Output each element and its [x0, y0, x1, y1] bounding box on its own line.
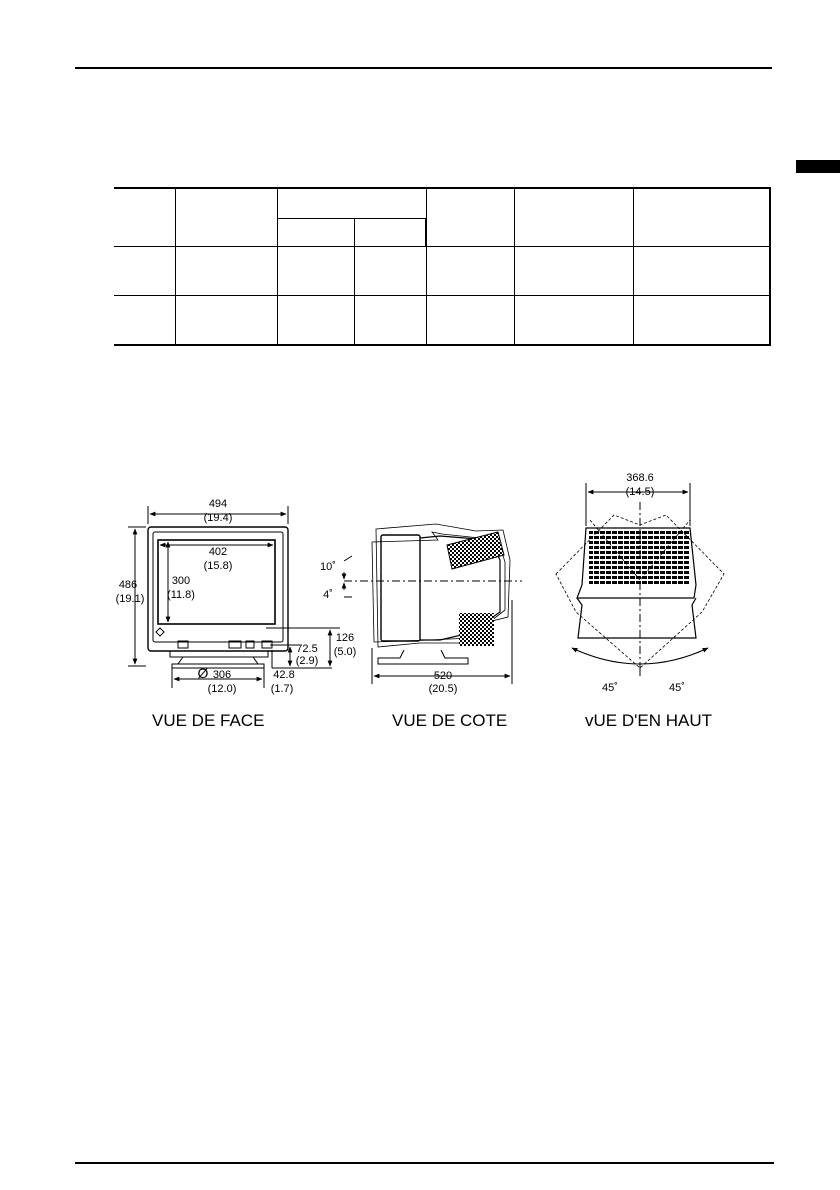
top-width-label: 368.6 [626, 472, 654, 484]
monitor-stand-neck [178, 657, 258, 664]
bottom-1-label: 72.5 [296, 643, 318, 655]
top-view-drawing [556, 483, 724, 676]
screen-width-label: 402 [208, 546, 228, 558]
depth-label: 520 [433, 670, 453, 682]
front-width-label: 494 [208, 498, 228, 510]
top-width-inch-label: (14.5) [625, 486, 655, 498]
base-diameter-inch-label: (12.0) [207, 683, 237, 695]
bottom-1-inch-label: (2.9) [295, 655, 319, 667]
swivel-left-label: 45˚ [602, 682, 618, 694]
front-width-inch-label: (19.4) [203, 512, 233, 524]
base-diameter-label: 306 [212, 669, 232, 681]
screen-height-inch-label: (11.8) [167, 589, 195, 601]
front-view-caption: VUE DE FACE [152, 711, 265, 730]
base-height-label: 42.8 [273, 669, 295, 681]
side-view-drawing [344, 524, 522, 684]
tilt-up-label: 10˚ [320, 561, 336, 573]
monitor-foot [170, 651, 268, 657]
screen-width-inch-label: (15.8) [203, 560, 233, 572]
footer-rule [75, 1162, 774, 1164]
front-height-label: 486 [118, 579, 138, 591]
tilt-down-label: 4˚ [323, 589, 333, 601]
top-bezel [577, 598, 696, 638]
monitor-base [172, 664, 264, 668]
bottom-2-inch-label: (5.0) [333, 646, 357, 658]
diameter-symbol: Ø [197, 665, 209, 681]
depth-inch-label: (20.5) [428, 683, 458, 695]
side-view-caption: VUE DE COTE [392, 711, 508, 730]
front-height-inch-label: (19.1) [115, 593, 145, 605]
swivel-right-label: 45˚ [669, 682, 685, 694]
top-view-caption: vUE D'EN HAUT [585, 711, 712, 730]
side-stand [378, 650, 468, 664]
screen-height-label: 300 [171, 575, 191, 587]
bottom-2-label: 126 [335, 632, 355, 644]
base-height-inch-label: (1.7) [270, 683, 294, 695]
side-rear-vent [459, 613, 494, 646]
side-bezel [381, 535, 420, 641]
power-button-icon [156, 628, 164, 636]
